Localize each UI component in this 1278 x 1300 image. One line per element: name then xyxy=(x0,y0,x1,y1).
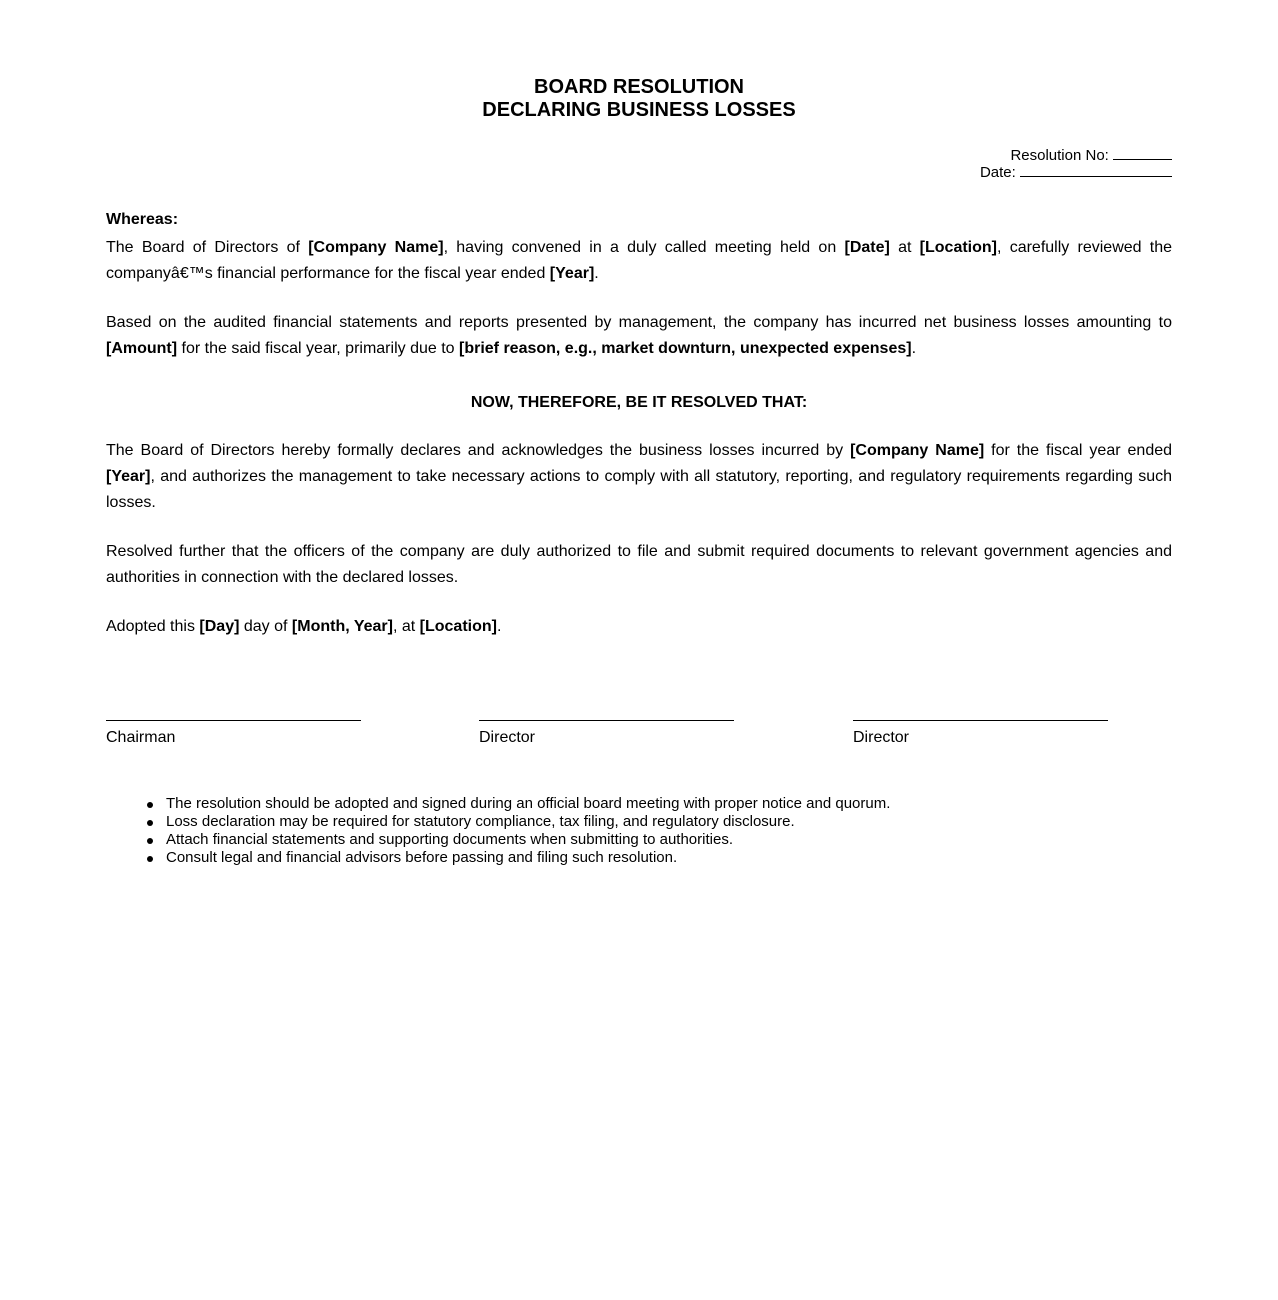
list-item xyxy=(166,813,890,831)
signature-label: Director xyxy=(479,729,536,746)
note-text: Attach financial statements and supporting documents when submitting to authorities. xyxy=(166,831,733,848)
para5-text-3: , at xyxy=(392,618,420,635)
year-placeholder: [Year] xyxy=(549,265,595,282)
para5-text-4: . xyxy=(496,618,502,635)
signature-line xyxy=(853,720,1108,721)
para2-text-2: for the said fiscal year, primarily due to xyxy=(177,340,459,357)
resolution-number-blank xyxy=(1113,147,1172,160)
bullet-icon xyxy=(147,838,153,844)
list-item xyxy=(166,831,890,849)
adoption-paragraph xyxy=(106,614,1172,640)
notes-list xyxy=(166,795,890,867)
para2-text-1: Based on the audited financial statements and reports presented by management, the company has incurred net business losses amounting to xyxy=(106,314,1172,331)
signature-block-director-1 xyxy=(479,720,734,748)
signature-label: Director xyxy=(853,729,910,746)
para3-text-1: The Board of Directors hereby formally declares and acknowledges the business losses incurred by xyxy=(106,442,851,459)
para1-text-5: . xyxy=(594,265,599,282)
note-text: Consult legal and financial advisors before passing and filing such resolution. xyxy=(166,849,678,866)
signature-block-chairman xyxy=(106,720,361,748)
reason-placeholder: [brief reason, e.g., market downturn, unexpected expenses] xyxy=(459,340,912,357)
resolution-number-label: Resolution No: xyxy=(1010,147,1109,164)
document-title-line1: BOARD RESOLUTION xyxy=(534,76,744,98)
note-text: Loss declaration may be required for statutory compliance, tax filing, and regulatory disclosure. xyxy=(166,813,795,830)
whereas-paragraph-2 xyxy=(106,310,1172,362)
document-title-line2: DECLARING BUSINESS LOSSES xyxy=(482,99,796,121)
year-placeholder: [Year] xyxy=(106,468,151,485)
list-item xyxy=(166,849,890,867)
company-name-placeholder: [Company Name] xyxy=(308,239,444,256)
para1-text-1: The Board of Directors of xyxy=(106,239,309,256)
list-item xyxy=(166,795,890,813)
date-placeholder: [Date] xyxy=(844,239,890,256)
resolution-paragraph-2: Resolved further that the officers of the company are duly authorized to file and submit required documents to relevant government agencies and authorities in connection with the declared losses. xyxy=(106,543,1172,586)
signature-line xyxy=(106,720,361,721)
day-placeholder: [Day] xyxy=(199,618,240,635)
para1-text-2: , having convened in a duly called meeting held on xyxy=(443,239,845,256)
signature-label: Chairman xyxy=(106,729,176,746)
para2-text-3: . xyxy=(911,340,917,357)
month-year-placeholder: [Month, Year] xyxy=(291,618,393,635)
date-blank xyxy=(1020,164,1172,177)
para1-text-3: at xyxy=(889,239,920,256)
note-text: The resolution should be adopted and signed during an official board meeting with proper notice and quorum. xyxy=(166,795,891,812)
para5-text-1: Adopted this xyxy=(106,618,200,635)
date-field xyxy=(980,164,1172,181)
whereas-paragraph-1 xyxy=(106,235,1172,287)
signature-line xyxy=(479,720,734,721)
date-label: Date: xyxy=(979,164,1016,181)
para3-text-3: , and authorizes the management to take necessary actions to comply with all statutory, reporting, and regulatory requirements regarding such losses. xyxy=(106,468,1172,511)
para3-text-2: for the fiscal year ended xyxy=(984,442,1173,459)
bullet-icon xyxy=(147,820,153,826)
resolution-paragraph-1 xyxy=(106,438,1172,516)
bullet-icon xyxy=(147,802,153,808)
resolution-number-field xyxy=(1010,147,1172,164)
location-placeholder: [Location] xyxy=(919,239,997,256)
para1-text-4: , carefully reviewed the companyâ€™s financial performance for the fiscal year ended xyxy=(106,239,1173,282)
whereas-heading: Whereas: xyxy=(106,211,179,228)
company-name-placeholder: [Company Name] xyxy=(850,442,985,459)
resolved-heading: NOW, THEREFORE, BE IT RESOLVED THAT: xyxy=(470,394,808,411)
para5-text-2: day of xyxy=(239,618,292,635)
location-placeholder: [Location] xyxy=(419,618,497,635)
amount-placeholder: [Amount] xyxy=(106,340,178,357)
bullet-icon xyxy=(147,856,153,862)
signature-block-director-2 xyxy=(853,720,1108,748)
